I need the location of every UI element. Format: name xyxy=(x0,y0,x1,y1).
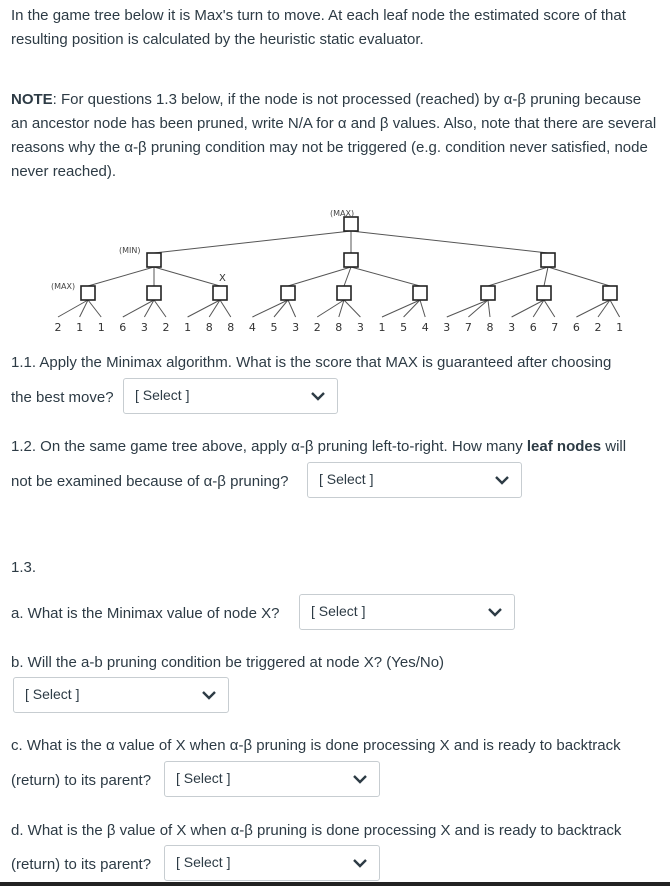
leaf-value: 1 xyxy=(184,321,192,334)
q1-3a-select[interactable] xyxy=(299,594,515,630)
leaf-value: 6 xyxy=(529,321,537,334)
intro-text: In the game tree below it is Max's turn to move. At each leaf node the estimated score of that resulting position is calculated by the heuristic static evaluator. xyxy=(11,7,626,48)
q1-1-select[interactable] xyxy=(123,378,338,414)
q1-2-bold: leaf nodes xyxy=(526,438,602,455)
q1-3d-select-placeholder: [ Select ] xyxy=(176,854,231,870)
leaf-value: 5 xyxy=(270,321,278,334)
note-label: NOTE xyxy=(11,91,53,108)
min-node-1 xyxy=(147,253,161,267)
q1-3c-text-2: (return) to its parent? xyxy=(11,772,152,789)
q1-3a-text: a. What is the Minimax value of node X? xyxy=(11,605,280,622)
q1-2-select[interactable] xyxy=(307,462,522,498)
leaf-value: 6 xyxy=(572,321,580,334)
chevron-down-icon xyxy=(202,690,216,700)
leaf-value: 6 xyxy=(119,321,127,334)
note-paragraph xyxy=(11,88,658,184)
leaf-value: 2 xyxy=(313,321,321,334)
q1-1-text-2: the best move? xyxy=(11,389,114,406)
leaf-value: 8 xyxy=(486,321,494,334)
q1-3b-text: b. Will the a-b pruning condition be triggered at node X? (Yes/No) xyxy=(11,654,445,671)
root-label: (MAX) xyxy=(330,209,355,218)
leaf-value: 3 xyxy=(508,321,516,334)
node-x-label: X xyxy=(219,273,226,284)
chevron-down-icon xyxy=(311,391,325,401)
leaf-value: 5 xyxy=(400,321,408,334)
note-text: : For questions 1.3 below, if the node is not processed (reached) by α-β pruning because an ancestor node has been pruned, write N/A for α and β values. Also, note that there are several reasons why the α-β pruning condition may not be triggered (e.g. condition never satisfied, node never reached). xyxy=(11,91,657,180)
leaf-value: 4 xyxy=(421,321,429,334)
leaf-value: 3 xyxy=(140,321,148,334)
root-max-node xyxy=(344,217,358,231)
node-x xyxy=(213,286,227,300)
game-tree xyxy=(0,200,670,340)
min-node-2 xyxy=(344,253,358,267)
q1-1-select-placeholder: [ Select ] xyxy=(135,387,190,403)
leaf-value: 1 xyxy=(378,321,386,334)
max-node-4 xyxy=(281,286,295,300)
leaf-value: 2 xyxy=(54,321,62,334)
leaf-value: 1 xyxy=(616,321,624,334)
q1-3d-text-1: d. What is the β value of X when α-β pruning is done processing X and is ready to backtrack xyxy=(11,822,622,839)
chevron-down-icon xyxy=(353,858,367,868)
leaf-value: 3 xyxy=(443,321,451,334)
q1-1-text-1: 1.1. Apply the Minimax algorithm. What is the score that MAX is guaranteed after choosing xyxy=(11,354,612,371)
min-label: (MIN) xyxy=(119,246,141,255)
chevron-down-icon xyxy=(488,607,502,617)
q1-2-text-pre: 1.2. On the same game tree above, apply α-β pruning left-to-right. How many xyxy=(11,438,527,455)
leaf-value: 8 xyxy=(335,321,343,334)
leaf-value: 2 xyxy=(162,321,170,334)
max-node-1 xyxy=(81,286,95,300)
q1-3b-select[interactable] xyxy=(13,677,229,713)
max-node-8 xyxy=(537,286,551,300)
leaf-value: 8 xyxy=(227,321,235,334)
leaf-value: 8 xyxy=(205,321,213,334)
leaf-value: 1 xyxy=(97,321,105,334)
q1-3c-text-1: c. What is the α value of X when α-β pruning is done processing X and is ready to backtrack xyxy=(11,737,621,754)
q1-2-text-2: not be examined because of α-β pruning? xyxy=(11,473,289,490)
q1-3b-select-placeholder: [ Select ] xyxy=(25,686,80,702)
leaf-value: 1 xyxy=(76,321,84,334)
chevron-down-icon xyxy=(495,475,509,485)
max-node-7 xyxy=(481,286,495,300)
q1-3d-text-2: (return) to its parent? xyxy=(11,856,152,873)
q1-3a-select-placeholder: [ Select ] xyxy=(311,603,366,619)
max-label: (MAX) xyxy=(51,282,76,291)
q1-3d-select[interactable] xyxy=(164,845,380,881)
max-node-2 xyxy=(147,286,161,300)
leaf-value: 7 xyxy=(464,321,472,334)
max-node-9 xyxy=(603,286,617,300)
max-node-6 xyxy=(413,286,427,300)
leaf-value: 3 xyxy=(292,321,300,334)
q1-2-select-placeholder: [ Select ] xyxy=(319,471,374,487)
q1-3c-select[interactable] xyxy=(164,761,380,797)
q1-2-text-1 xyxy=(11,435,626,459)
q1-2-text-post: will xyxy=(601,438,627,455)
q1-3c-select-placeholder: [ Select ] xyxy=(176,770,231,786)
chevron-down-icon xyxy=(353,774,367,784)
leaf-value: 4 xyxy=(248,321,256,334)
leaf-value: 2 xyxy=(594,321,602,334)
max-node-5 xyxy=(337,286,351,300)
min-node-3 xyxy=(541,253,555,267)
leaf-value: 3 xyxy=(356,321,364,334)
leaf-value: 7 xyxy=(551,321,559,334)
q1-3-heading: 1.3. xyxy=(11,559,37,576)
